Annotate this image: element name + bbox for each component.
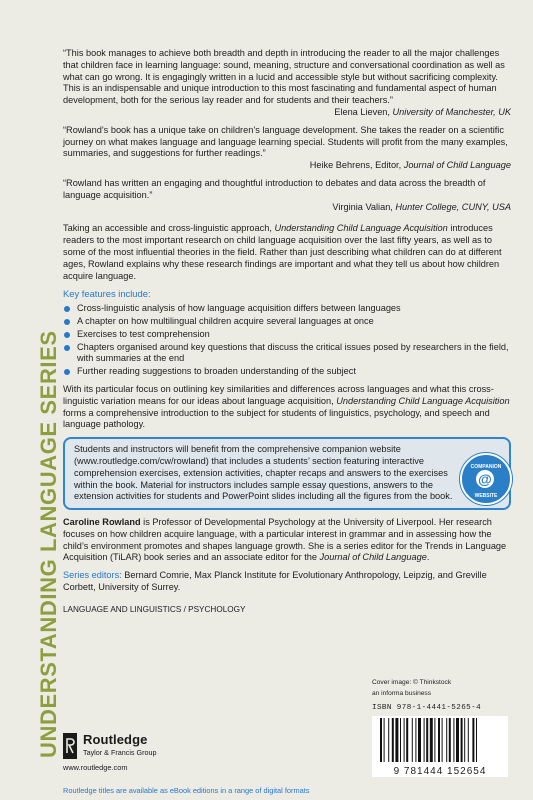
key-features-title: Key features include:	[63, 288, 151, 300]
quote-1	[63, 48, 511, 119]
quote-text: “Rowland has written an engaging and thoughtful introduction to debates and data across the breadth of language acquisition.”	[63, 177, 486, 200]
series-editors-text: Bernard Comrie, Max Planck Institute for Evolutionary Anthropology, Leipzig, and Greville Corbett, University of Surrey.	[63, 570, 487, 593]
informa-line: an informa business	[372, 690, 432, 697]
bullet-icon	[64, 306, 70, 312]
barcode	[372, 716, 508, 776]
publisher-url: www.routledge.com	[63, 763, 128, 772]
list-item	[63, 316, 511, 328]
series-title: UNDERSTANDING LANGUAGE SERIES	[36, 330, 61, 758]
quote-affiliation: Hunter College, CUNY, USA	[395, 201, 511, 212]
companion-website-box	[63, 437, 511, 510]
barcode-icon	[372, 716, 508, 764]
bullet-icon	[64, 332, 70, 338]
key-features-list	[63, 303, 511, 378]
feature-text: Cross-linguistic analysis of how language acquisition differs between languages	[77, 303, 401, 314]
feature-text: Exercises to test comprehension	[77, 328, 210, 339]
bullet-icon	[64, 345, 70, 351]
list-item	[63, 366, 511, 378]
list-item	[63, 342, 511, 366]
focus-paragraph	[63, 384, 511, 431]
cover-content	[63, 48, 511, 616]
focus-text: With its particular focus on outlining key similarities and differences across languages and what this cross-linguistic variation means for our ideas about language acquisition,	[63, 383, 494, 406]
quote-text: “Rowland’s book has a unique take on children’s language development. She takes the reader on a scientific journey on what makes language and language learning special. Students will profit from the many examples, summaries, and suggestions for further readings.”	[63, 124, 508, 159]
series-editors-label: Series editors:	[63, 570, 122, 581]
cover-image-credit: Cover image: © Thinkstock	[372, 679, 452, 686]
quote-attribution	[63, 202, 511, 214]
quote-author: Elena Lieven,	[334, 106, 393, 117]
bio-text: is Professor of Developmental Psychology at the University of Liverpool. Her research focuses on how children acquire language, with a particular interest in grammar and in assessing how the child’s environment promotes and shapes language growth. She is a series editor for the Trends in Language Acquisition (TiLAR) book series and an associate editor for the	[63, 517, 507, 563]
bullet-icon	[64, 319, 70, 325]
intro-paragraph	[63, 223, 511, 282]
barcode-area	[372, 679, 512, 776]
list-item	[63, 303, 511, 315]
author-name: Caroline Rowland	[63, 517, 141, 528]
quote-3	[63, 178, 511, 213]
quote-attribution	[63, 107, 511, 119]
publisher-group: Taylor & Francis Group	[83, 748, 157, 757]
journal-name: Journal of Child Language	[319, 552, 427, 563]
quote-attribution	[63, 160, 511, 172]
feature-text: Chapters organised around key questions that discuss the critical issues posed by researchers in the field, with summaries at the end	[77, 341, 509, 364]
author-bio	[63, 517, 511, 564]
isbn-text: ISBN 978-1-4441-5265-4	[372, 704, 482, 712]
subject-category: LANGUAGE AND LINGUISTICS / PSYCHOLOGY	[63, 604, 246, 614]
feature-text: A chapter on how multilingual children acquire several languages at once	[77, 315, 374, 326]
badge-top-text: COMPANION	[470, 464, 502, 471]
quote-author: Heike Behrens, Editor,	[309, 160, 404, 171]
publisher-name: Routledge	[83, 732, 148, 747]
list-item	[63, 329, 511, 341]
companion-website-badge-icon	[460, 453, 512, 505]
routledge-r-icon	[63, 733, 77, 759]
quote-affiliation: University of Manchester, UK	[392, 106, 511, 117]
focus-text: forms a comprehensive introduction to the subject for students of linguistics, psychology, and speech and language pathology.	[63, 407, 490, 430]
feature-text: Further reading suggestions to broaden understanding of the subject	[77, 366, 356, 377]
quote-affiliation: Journal of Child Language	[403, 160, 511, 171]
intro-text: introduces readers to the most important research on child language acquisition over the last fifty years, as well as to some of the most influential theories in the field. Rather than just describing what children can do at different ages, Rowland explains why these research findings are important and what they tell us about how children acquire language.	[63, 223, 502, 281]
bio-text: .	[426, 552, 430, 563]
ebook-note: Routledge titles are available as eBook editions in a range of digital formats	[63, 786, 310, 795]
quote-author: Virginia Valian,	[332, 201, 396, 212]
book-title: Understanding Child Language Acquisition	[274, 223, 448, 234]
intro-text: Taking an accessible and cross-linguistic approach,	[63, 223, 275, 234]
companion-text: Students and instructors will benefit from the comprehensive companion website (www.routledge.com/cw/rowland) that includes a students’ section featuring interactive comprehension exercises, extension activities, chapter recaps and answers to the exercises within the book. Material for instructors includes sample essay questions, answers to the extension activities for students and PowerPoint slides including all the figures from the book.	[74, 444, 453, 502]
bullet-icon	[64, 369, 70, 375]
series-editors	[63, 570, 511, 594]
quote-2	[63, 125, 511, 172]
badge-bottom-text: WEBSITE	[474, 493, 498, 500]
book-title: Understanding Child Language Acquisition	[336, 395, 510, 406]
quote-text: “This book manages to achieve both breadth and depth in introducing the reader to all the major challenges that children face in learning language: sound, meaning, structure and conversational coordination as well as what can go wrong. It is engagingly written in a lucid and accessible style but without sacrificing complexity. This is an indispensable and unique introduction to this most fascinating and fundamental aspect of human development, both for the serious lay reader and for students and their teachers.”	[63, 48, 505, 106]
barcode-number: 9 781444 152654	[372, 766, 508, 777]
at-icon: @	[476, 470, 494, 488]
